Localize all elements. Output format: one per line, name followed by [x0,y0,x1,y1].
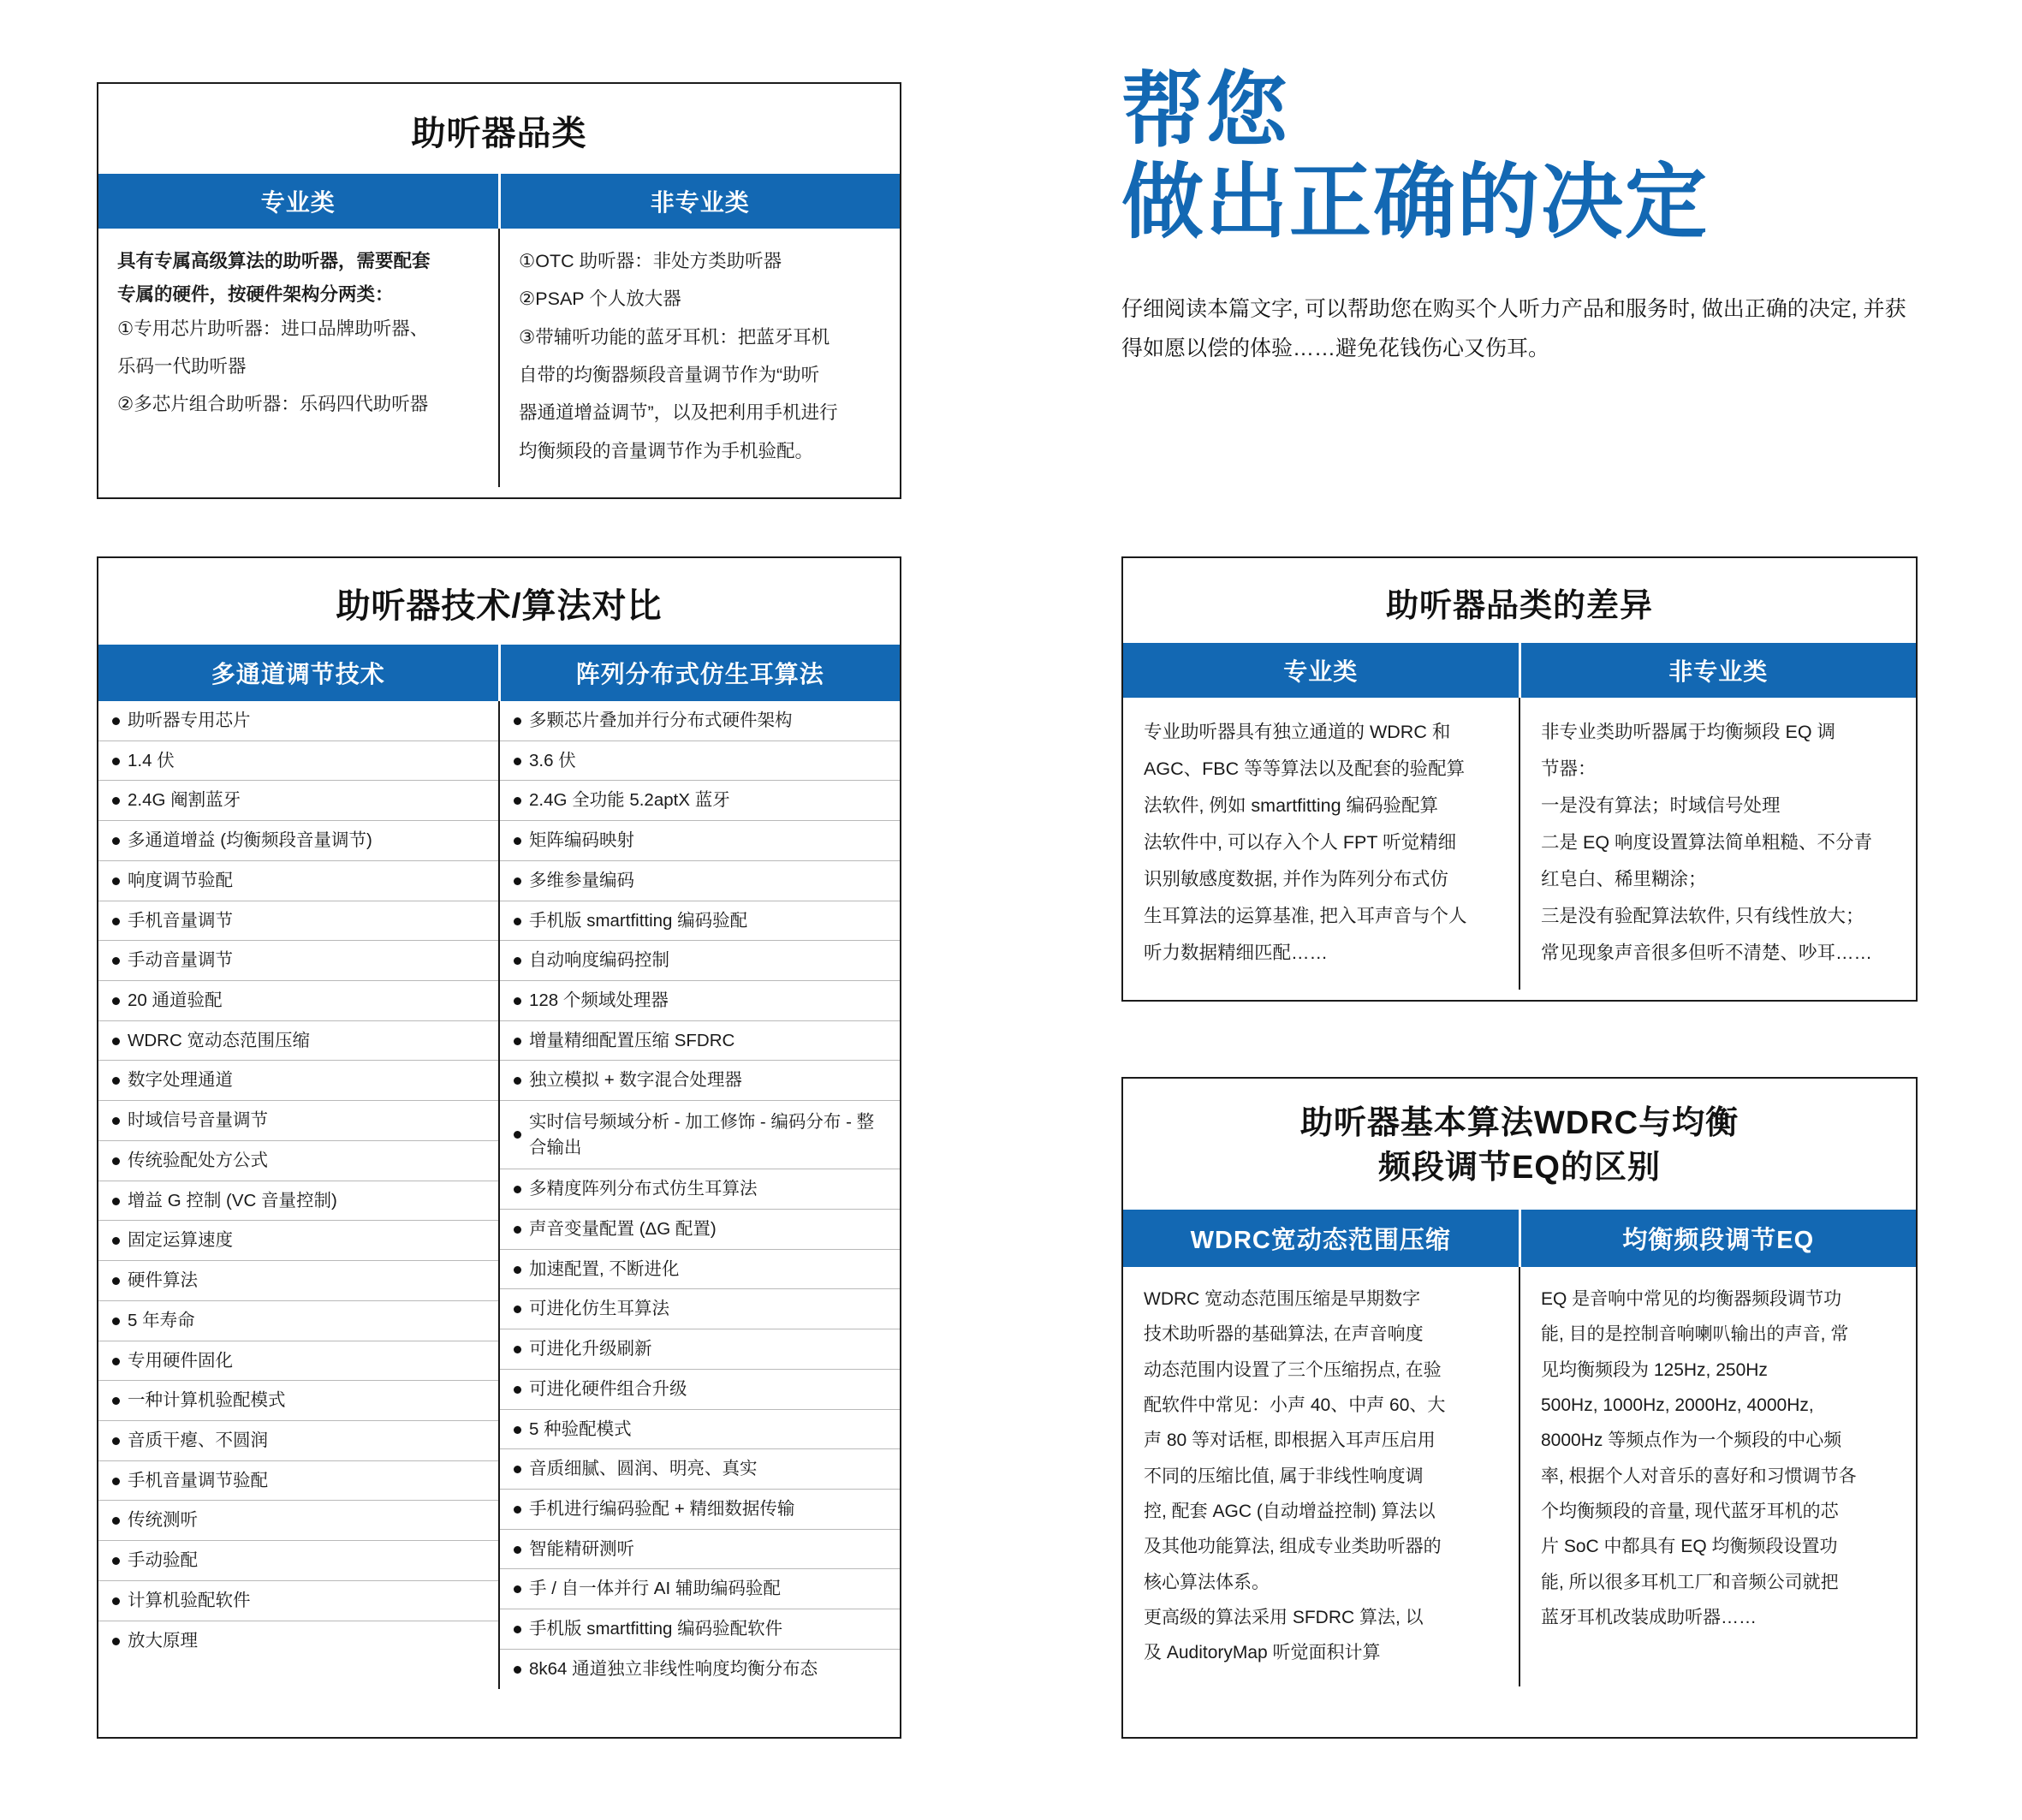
eq-text-line-7: 个均衡频段的音量, 现代蓝牙耳机的芯 [1541,1501,1839,1521]
categories-card-title: 助听器品类 [411,115,587,152]
tech-item-right-4 [500,821,900,861]
bullet-icon [514,1346,521,1353]
tech-item-left-10 [98,1061,498,1101]
tech-comparison-body [98,701,900,1689]
bullet-icon [514,918,521,925]
tech-header-array-bionic: 阵列分布式仿生耳算法 [498,645,901,701]
tech-item-label: 多颗芯片叠加并行分布式硬件架构 [529,711,793,730]
bullet-icon [514,717,521,725]
diff-card-title: 助听器品类的差异 [1385,588,1653,624]
tech-item-label: 数字处理通道 [128,1070,233,1091]
eq-text-line-9: 能, 所以很多耳机工厂和音频公司就把 [1541,1572,1839,1592]
wdrc-card-title-line-1: 助听器基本算法WDRC与均衡 [1299,1105,1740,1141]
tech-item-label: 手机音量调节验配 [128,1470,268,1490]
tech-item-right-16 [500,1329,900,1370]
categories-header-professional: 专业类 [260,189,336,216]
tech-item-label: 手机进行编码验配 + 精细数据传输 [529,1498,795,1519]
tech-item-right-9 [500,1021,900,1062]
eq-text-line-8: 片 SoC 中都具有 EQ 均衡频段设置功 [1541,1537,1838,1557]
tech-item-label: 可进化升级刷新 [529,1339,652,1359]
wdrc-card-title-line-2: 频段调节EQ的区别 [1378,1150,1661,1187]
diff-non-professional-line-5: 红皂白、稀里糊涂； [1541,868,1707,889]
wdrc-text-line-1: WDRC 宽动态范围压缩是早期数字 [1144,1288,1421,1309]
wdrc-text-line-4: 配软件中常见：小声 40、中声 60、大 [1144,1395,1446,1415]
bullet-icon [112,758,120,765]
tech-item-label: 增益 G 控制 (VC 音量控制) [128,1190,337,1210]
eq-column [1519,1267,1916,1687]
wdrc-text-line-3: 动态范围内设置了三个压缩拐点, 在验 [1144,1359,1442,1380]
tech-item-label: 加速配置, 不断进化 [529,1258,680,1279]
categories-header-row [98,174,900,229]
tech-item-right-18 [500,1410,900,1450]
tech-item-label: 响度调节验配 [128,870,233,890]
diff-professional-line-5: 识别敏感度数据, 并作为阵列分布式仿 [1144,868,1448,889]
tech-item-label: 矩阵编码映射 [529,830,634,851]
tech-item-label: 固定运算速度 [128,1230,233,1251]
diff-non-professional-line-2: 节器： [1541,758,1597,779]
diff-header-row [1123,643,1916,698]
tech-item-right-20 [500,1490,900,1530]
bullet-icon [514,797,521,805]
tech-item-right-7 [500,941,900,981]
tech-item-label: 手 / 自一体并行 AI 辅助编码验配 [529,1579,781,1599]
bullet-icon [112,1478,120,1485]
tech-item-label: 传统验配处方公式 [128,1150,268,1170]
tech-item-right-3 [500,781,900,821]
bullet-icon [514,1306,521,1313]
tech-item-right-12 [500,1169,900,1210]
wdrc-text-line-7: 控, 配套 AGC (自动增益控制) 算法以 [1144,1501,1436,1521]
bullet-icon [112,918,120,925]
bullet-icon [112,997,120,1005]
bullet-icon [514,1038,521,1045]
eq-text-line-4: 500Hz, 1000Hz, 2000Hz, 4000Hz, [1541,1395,1814,1415]
bullet-icon [514,758,521,765]
wdrc-text-line-10: 更高级的算法采用 SFDRC 算法, 以 [1144,1607,1424,1627]
tech-item-label: 放大原理 [128,1630,198,1650]
wdrc-column [1123,1267,1519,1687]
bullet-icon [514,1626,521,1633]
wdrc-text-line-9: 核心算法体系。 [1144,1572,1270,1592]
bullet-icon [112,797,120,805]
wdrc-card-title [1123,1079,1916,1210]
bullet-icon [112,1517,120,1525]
headline-block [1121,67,1969,369]
tech-item-label: 20 通道验配 [128,990,223,1011]
tech-item-label: 手机音量调节 [128,910,233,931]
tech-item-label: 8k64 通道独立非线性响度均衡分布态 [529,1658,818,1679]
tech-item-label: 5 年寿命 [128,1310,195,1330]
wdrc-header-wdrc: WDRC宽动态范围压缩 [1190,1226,1451,1254]
tech-item-left-3 [98,781,498,821]
tech-item-label: 智能精研测听 [529,1538,634,1559]
hearing-aid-categories-card [97,82,901,499]
bullet-icon [514,1585,521,1593]
tech-item-label: 3.6 伏 [529,750,576,770]
tech-item-left-4 [98,821,498,861]
tech-item-left-13 [98,1181,498,1222]
tech-item-label: 音质细腻、圆润、明亮、真实 [529,1459,758,1479]
diff-professional-line-7: 听力数据精细匹配…… [1144,942,1329,963]
headline-subtitle: 仔细阅读本篇文字, 可以帮助您在购买个人听力产品和服务时, 做出正确的决定, 并获得如愿以偿的体验……避免花钱伤心又伤耳。 [1121,297,1906,361]
tech-item-left-6 [98,901,498,942]
tech-item-left-2 [98,741,498,782]
wdrc-text-line-8: 及其他功能算法, 组成专业类助听器的 [1144,1537,1442,1557]
bullet-icon [514,1131,521,1139]
bullet-icon [112,1277,120,1285]
categories-non-professional-line-6: 均衡频段的音量调节作为手机验配。 [519,440,814,461]
wdrc-header-row [1123,1210,1916,1267]
bullet-icon [112,1117,120,1125]
tech-header-row [98,645,900,701]
diff-professional-column [1123,698,1519,990]
diff-header-non-professional: 非专业类 [1519,643,1917,698]
diff-non-professional-column [1519,698,1916,990]
diff-professional-line-3: 法软件, 例如 smartfitting 编码验配算 [1144,794,1439,816]
bullet-icon [514,1546,521,1554]
tech-item-label: 实时信号频域分析 - 加工修饰 - 编码分布 - 整合输出 [529,1111,875,1157]
categories-header-non-professional: 非专业类 [498,174,901,229]
bullet-icon [112,957,120,965]
bullet-icon [112,837,120,845]
bullet-icon [112,1638,120,1645]
tech-item-right-11 [500,1101,900,1169]
tech-item-left-11 [98,1101,498,1141]
headline-line-2: 做出正确的决定 [1121,156,1709,248]
eq-text-line-3: 见均衡频段为 125Hz, 250Hz [1541,1359,1768,1380]
categories-professional-line-4: 乐码一代助听器 [117,355,247,377]
bullet-icon [514,1466,521,1473]
tech-item-right-24 [500,1650,900,1689]
technology-comparison-card [97,556,901,1739]
categories-professional-line-5: ②多芯片组合助听器：乐码四代助听器 [117,394,429,415]
tech-item-label: 助听器专用芯片 [128,711,251,730]
wdrc-eq-card [1121,1077,1918,1739]
wdrc-body [1123,1267,1916,1687]
eq-text-line-2: 能, 目的是控制音响喇叭输出的声音, 常 [1541,1324,1849,1345]
bullet-icon [514,1226,521,1234]
tech-item-left-17 [98,1341,498,1382]
diff-header-professional: 专业类 [1283,658,1359,685]
bullet-icon [112,1358,120,1365]
eq-text-line-10: 蓝牙耳机改装成助听器…… [1541,1607,1757,1627]
diff-non-professional-line-6: 三是没有验配算法软件, 只有线性放大； [1541,905,1864,926]
tech-item-label: 专用硬件固化 [128,1350,233,1371]
bullet-icon [112,1157,120,1165]
tech-item-right-5 [500,861,900,901]
tech-item-label: 多维参量编码 [529,870,634,890]
tech-item-label: 独立模拟 + 数字混合处理器 [529,1070,742,1091]
tech-item-label: 2.4G 阉割蓝牙 [128,790,241,811]
tech-left-column [98,701,498,1689]
tech-item-label: 自动响度编码控制 [529,950,669,971]
bullet-icon [112,877,120,885]
tech-item-label: 多通道增益 (均衡频段音量调节) [128,830,372,851]
bullet-icon [514,957,521,965]
tech-item-right-17 [500,1370,900,1410]
tech-item-left-16 [98,1301,498,1341]
bullet-icon [112,717,120,725]
category-difference-card [1121,556,1918,1002]
tech-item-left-1 [98,701,498,741]
wdrc-text-line-11: 及 AuditoryMap 听觉面积计算 [1144,1643,1381,1663]
categories-non-professional-column [498,229,900,487]
tech-item-label: 计算机验配软件 [128,1590,251,1610]
tech-item-left-8 [98,981,498,1021]
bullet-icon [514,1386,521,1394]
tech-item-left-15 [98,1261,498,1301]
categories-non-professional-line-4: 自带的均衡器频段音量调节作为“助听 [519,364,820,385]
categories-non-professional-line-1: ①OTC 助听器：非处方类助听器 [519,251,782,271]
headline-line-1: 帮您 [1121,65,1289,157]
diff-body [1123,698,1916,990]
bullet-icon [514,1266,521,1274]
tech-item-label: 2.4G 全功能 5.2aptX 蓝牙 [529,790,730,811]
tech-item-right-2 [500,741,900,782]
categories-non-professional-line-5: 器通道增益调节”，以及把利用手机进行 [519,402,838,424]
tech-item-left-7 [98,941,498,981]
tech-item-left-20 [98,1461,498,1502]
tech-item-label: 可进化硬件组合升级 [529,1378,687,1399]
tech-item-right-8 [500,981,900,1021]
tech-item-label: 手动音量调节 [128,950,233,971]
tech-item-label: 5 种验配模式 [529,1419,632,1439]
tech-item-left-24 [98,1621,498,1661]
categories-professional-column [98,229,498,487]
bullet-icon [112,1597,120,1605]
wdrc-header-eq: 均衡频段调节EQ [1519,1210,1917,1267]
diff-professional-line-2: AGC、FBC 等等算法以及配套的验配算 [1144,758,1466,779]
tech-item-left-9 [98,1021,498,1062]
tech-item-label: 时域信号音量调节 [128,1110,268,1131]
tech-item-label: 手机版 smartfitting 编码验配软件 [529,1619,783,1639]
tech-item-right-15 [500,1289,900,1329]
wdrc-text-line-5: 声 80 等对话框, 即根据入耳声压启用 [1144,1430,1436,1451]
wdrc-text-line-6: 不同的压缩比值, 属于非线性响度调 [1144,1466,1424,1486]
eq-text-line-5: 8000Hz 等频点作为一个频段的中心频 [1541,1430,1842,1451]
bullet-icon [514,1426,521,1434]
diff-non-professional-line-1: 非专业类助听器属于均衡频段 EQ 调 [1541,722,1836,742]
bullet-icon [112,1038,120,1045]
bullet-icon [514,1666,521,1674]
eq-text-line-1: EQ 是音响中常见的均衡器频段调节功 [1541,1288,1842,1309]
bullet-icon [514,1186,521,1193]
tech-item-left-21 [98,1501,498,1541]
tech-item-right-13 [500,1210,900,1250]
tech-item-right-23 [500,1609,900,1650]
tech-card-title: 助听器技术/算法对比 [336,587,663,625]
tech-item-left-12 [98,1141,498,1181]
tech-item-right-14 [500,1250,900,1290]
tech-item-label: 可进化仿生耳算法 [529,1299,669,1319]
eq-text-line-6: 率, 根据个人对音乐的喜好和习惯调节各 [1541,1466,1857,1486]
bullet-icon [514,997,521,1005]
tech-item-label: 音质干瘪、不圆润 [128,1430,268,1450]
tech-item-left-23 [98,1581,498,1621]
tech-item-label: 声音变量配置 (ΔG 配置) [529,1218,717,1239]
tech-item-left-18 [98,1381,498,1421]
diff-professional-line-1: 专业助听器具有独立通道的 WDRC 和 [1144,722,1451,742]
tech-item-right-19 [500,1449,900,1490]
categories-professional-line-3: ①专用芯片助听器：进口品牌助听器、 [117,318,429,339]
tech-item-left-14 [98,1221,498,1261]
bullet-icon [112,1557,120,1565]
categories-non-professional-line-3: ③带辅听功能的蓝牙耳机：把蓝牙耳机 [519,326,830,348]
tech-item-right-21 [500,1530,900,1570]
tech-right-column [498,701,900,1689]
tech-item-label: 一种计算机验配模式 [128,1390,286,1411]
bullet-icon [514,877,521,885]
tech-item-left-22 [98,1541,498,1581]
diff-non-professional-line-3: 一是没有算法；时域信号处理 [1541,794,1781,816]
tech-item-label: 传统测听 [128,1510,198,1531]
tech-item-label: 128 个频域处理器 [529,990,669,1011]
bullet-icon [514,837,521,845]
categories-professional-line-2: 专属的硬件，按硬件架构分两类： [117,284,394,306]
tech-item-label: 手机版 smartfitting 编码验配 [529,910,748,931]
bullet-icon [112,1198,120,1205]
diff-professional-line-6: 生耳算法的运算基准, 把入耳声音与个人 [1144,905,1467,926]
tech-item-label: WDRC 宽动态范围压缩 [128,1030,310,1050]
tech-item-right-10 [500,1061,900,1101]
wdrc-text-line-2: 技术助听器的基础算法, 在声音响度 [1144,1324,1424,1345]
tech-item-label: 手动验配 [128,1550,198,1571]
diff-non-professional-line-7: 常见现象声音很多但听不清楚、吵耳…… [1541,942,1873,963]
tech-item-label: 硬件算法 [128,1270,198,1291]
diff-non-professional-line-4: 二是 EQ 响度设置算法简单粗糙、不分青 [1541,831,1873,853]
bullet-icon [112,1237,120,1245]
tech-header-multichannel: 多通道调节技术 [211,661,385,687]
tech-item-right-22 [500,1569,900,1609]
bullet-icon [112,1437,120,1445]
categories-professional-line-1: 具有专属高级算法的助听器，需要配套 [117,251,431,271]
tech-item-label: 多精度阵列分布式仿生耳算法 [529,1179,758,1199]
bullet-icon [514,1506,521,1514]
bullet-icon [514,1077,521,1085]
tech-item-label: 增量精细配置压缩 SFDRC [529,1030,735,1050]
tech-item-right-1 [500,701,900,741]
categories-non-professional-line-2: ②PSAP 个人放大器 [519,288,681,310]
tech-item-right-6 [500,901,900,942]
categories-body [98,229,900,487]
bullet-icon [112,1317,120,1325]
bullet-icon [112,1077,120,1085]
bullet-icon [112,1397,120,1405]
tech-item-label: 1.4 伏 [128,750,175,770]
tech-item-left-19 [98,1421,498,1461]
diff-professional-line-4: 法软件中, 可以存入个人 FPT 听觉精细 [1144,831,1457,853]
tech-item-left-5 [98,861,498,901]
categories-professional-bold [117,247,483,310]
